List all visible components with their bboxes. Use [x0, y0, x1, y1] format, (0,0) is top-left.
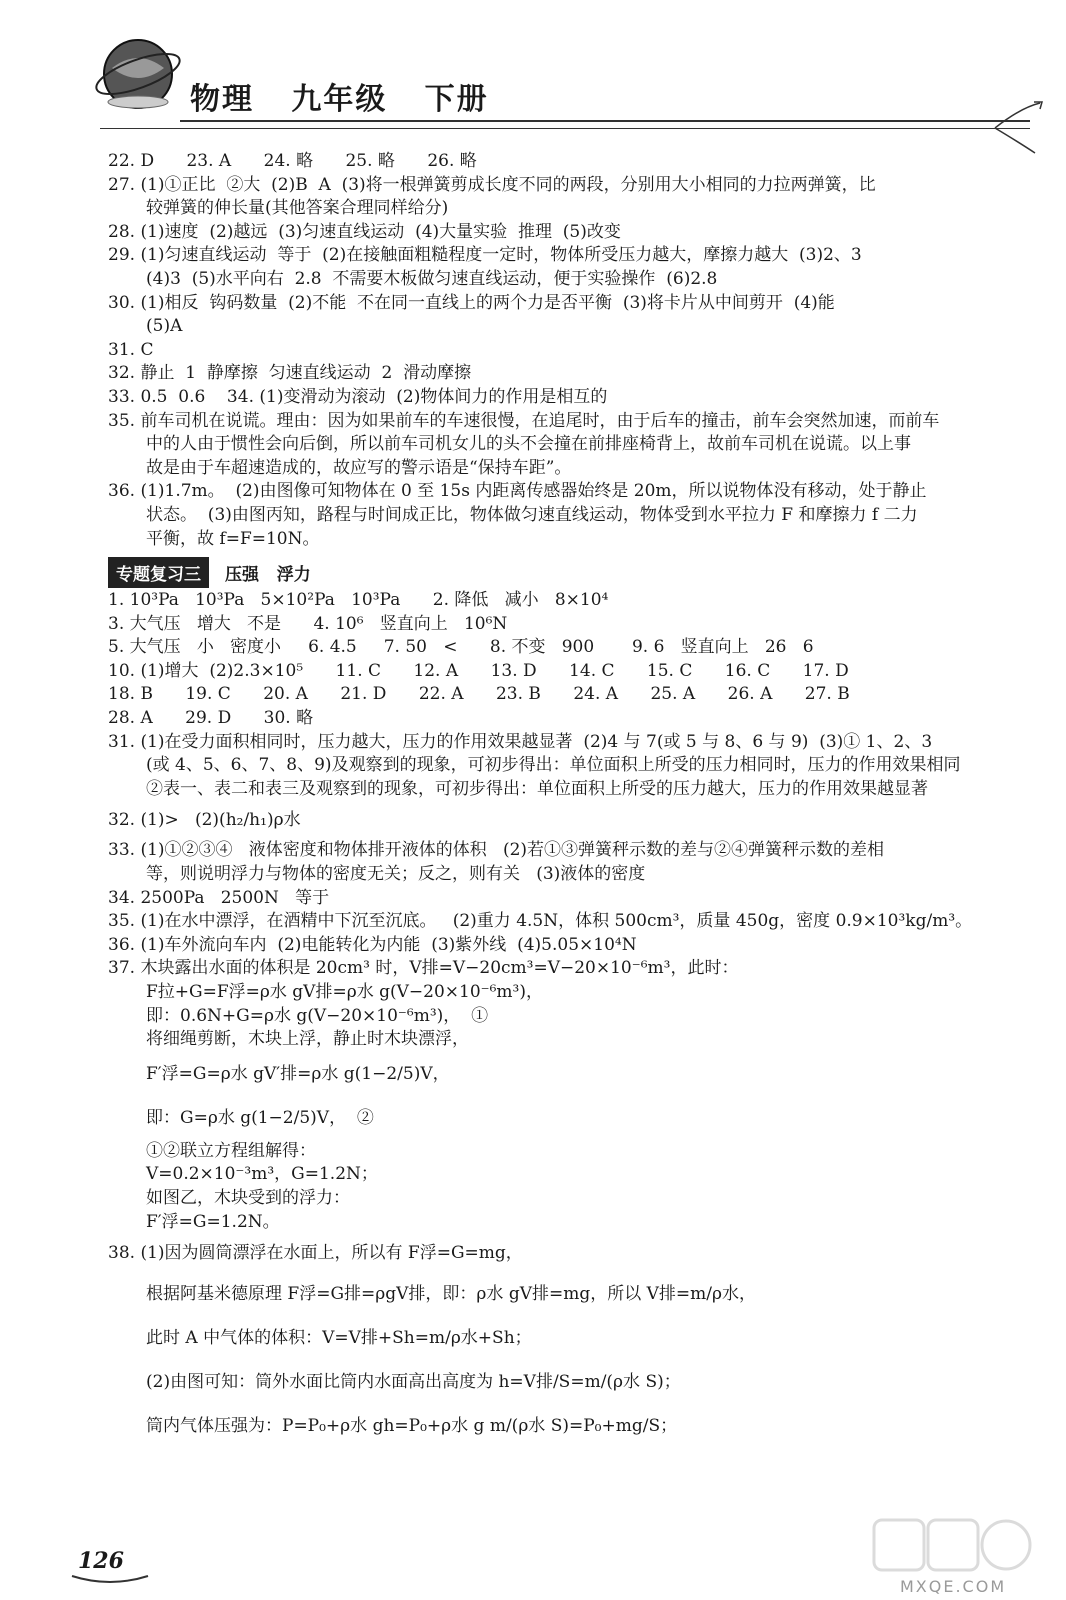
answer-line: 此时 A 中气体的体积：V=V排+Sh=m/ρ水+Sh；	[146, 1328, 532, 1349]
answer-line: 如图乙，木块受到的浮力：	[146, 1187, 350, 1208]
answer-line: (2)由图可知：筒外水面比筒内水面高出高度为 h=V排/S=m/(ρ水 S)；	[146, 1372, 681, 1393]
answer-line: 28. (1)速度 (2)越远 (3)匀速直线运动 (4)大量实验 推理 (5)改变	[108, 221, 621, 242]
answer-line: 3. 大气压 增大 不是 4. 10⁶ 竖直向上 10⁶N	[108, 613, 508, 634]
answer-line: 34. 2500Pa 2500N 等于	[108, 887, 330, 908]
globe-logo-icon	[92, 28, 184, 120]
answer-line: 1. 10³Pa 10³Pa 5×10²Pa 10³Pa 2. 降低 减小 8×10⁴	[108, 590, 609, 611]
answer-line: 等，则说明浮力与物体的密度无关；反之，则有关 (3)液体的密度	[146, 864, 646, 885]
answer-line: 30. (1)相反 钩码数量 (2)不能 不在同一直线上的两个力是否平衡 (3)将卡片从中间剪开 (4)能	[108, 292, 835, 313]
answer-line: 即：0.6N+G=ρ水 g(V−20×10⁻⁶m³)， ①	[146, 1005, 489, 1026]
answer-line: 28. A 29. D 30. 略	[108, 708, 314, 729]
answer-line: F拉+G=F浮=ρ水 gV排=ρ水 g(V−20×10⁻⁶m³)，	[146, 982, 544, 1002]
answer-line: 35. 前车司机在说谎。理由：因为如果前车的车速很慢，在追尾时，由于后车的撞击，前车会突然加速，而前车	[108, 410, 940, 431]
header-rule	[180, 120, 1030, 122]
answer-line: 18. B 19. C 20. A 21. D 22. A 23. B 24. A 25. A 26. A 27. B	[108, 684, 850, 705]
answer-line: 故是由于车超速造成的，故应写的警示语是“保持车距”。	[146, 457, 572, 478]
answer-line: 10. (1)增大 (2)2.3×10⁵ 11. C 12. A 13. D 14. C 15. C 16. C 17. D	[108, 660, 849, 681]
answer-line: V=0.2×10⁻³m³，G=1.2N；	[146, 1164, 378, 1185]
answer-line: (5)A	[146, 316, 183, 337]
watermark-text: MXQE.COM	[900, 1577, 1007, 1596]
answer-line: ①②联立方程组解得：	[146, 1140, 316, 1161]
answer-line: 37. 木块露出水面的体积是 20cm³ 时，V排=V−20cm³=V−20×10⁻⁶m³，此时：	[108, 958, 739, 979]
answer-line: (或 4、5、6、7、8、9)及观察到的现象，可初步得出：单位面积上所受的压力相同时，压力的作用效果相同	[146, 755, 961, 776]
answer-line: 31. C	[108, 339, 154, 360]
answer-line: 27. (1)①正比 ②大 (2)B A (3)将一根弹簧剪成长度不同的两段，分别用大小相同的力拉两弹簧，比	[108, 174, 876, 195]
answer-line: 32. 静止 1 静摩擦 匀速直线运动 2 滑动摩擦	[108, 363, 472, 384]
answer-line: 31. (1)在受力面积相同时，压力越大，压力的作用效果越显著 (2)4 与 7(或 5 与 8、6 与 9) (3)① 1、2、3	[108, 731, 933, 752]
answer-line: 较弹簧的伸长量(其他答案合理同样给分)	[146, 198, 449, 219]
answer-line: 5. 大气压 小 密度小 6. 4.5 7. 50 < 8. 不变 900 9. 6 竖直向上 26 6	[108, 637, 814, 658]
answer-line: 36. (1)1.7m。 (2)由图像可知物体在 0 至 15s 内距离传感器始终是 20m，所以说物体没有移动，处于静止	[108, 481, 927, 502]
answer-line: 36. (1)车外流向车内 (2)电能转化为内能 (3)紫外线 (4)5.05×10⁴N	[108, 934, 637, 955]
answer-content	[108, 150, 1026, 1448]
answer-line: 状态。 (3)由图丙知，路程与时间成正比，物体做匀速直线运动，物体受到水平拉力 F 和摩擦力 f 二力	[146, 504, 918, 525]
answer-line: 即：G=ρ水 g(1−2/5)V， ②	[146, 1107, 374, 1128]
answer-line: F′浮=G=ρ水 gV′排=ρ水 g(1−2/5)V，	[146, 1063, 450, 1084]
answer-line: 35. (1)在水中漂浮，在酒精中下沉至沉底。 (2)重力 4.5N，体积 500cm³，质量 450g，密度 0.9×10³kg/m³。	[108, 911, 973, 932]
answer-line: F′浮=G=1.2N。	[146, 1211, 280, 1232]
page-number-swoosh-icon	[70, 1572, 150, 1588]
section-tag: 专题复习三	[108, 557, 209, 588]
page-header	[0, 0, 1066, 150]
page-number: 126	[78, 1548, 124, 1574]
answer-line: 32. (1)> (2)(h₂/h₁)ρ水	[108, 810, 301, 831]
section-title: 压强 浮力	[225, 564, 311, 585]
answer-line: 33. 0.5 0.6 34. (1)变滑动为滚动 (2)物体间力的作用是相互的	[108, 386, 608, 407]
section-heading	[108, 555, 1026, 589]
header-title: 物理 九年级 下册	[190, 82, 489, 117]
answer-line: 筒内气体压强为：P=P₀+ρ水 gh=P₀+ρ水 g m/(ρ水 S)=P₀+mg/S；	[146, 1416, 678, 1437]
answer-line: (4)3 (5)水平向右 2.8 不需要木板做匀速直线运动，便于实验操作 (6)2.8	[146, 268, 718, 289]
answer-line: 38. (1)因为圆筒漂浮在水面上，所以有 F浮=G=mg，	[108, 1243, 523, 1264]
answer-line: 33. (1)①②③④ 液体密度和物体排开液体的体积 (2)若①③弹簧秤示数的差与②④弹簧秤示数的差相	[108, 840, 885, 861]
answer-line: 29. (1)匀速直线运动 等于 (2)在接触面粗糙程度一定时，物体所受压力越大，摩擦力越大 (3)2、3	[108, 245, 862, 266]
answer-line: 平衡，故 f=F=10N。	[146, 528, 320, 549]
header-rule-thin	[100, 128, 1030, 129]
answer-line: 中的人由于惯性会向后倒，所以前车司机女儿的头不会撞在前排座椅背上，故前车司机在说谎。以上事	[146, 434, 911, 455]
answer-line: 22. D 23. A 24. 略 25. 略 26. 略	[108, 151, 477, 171]
answer-line: 根据阿基米德原理 F浮=G排=ρgV排，即：ρ水 gV排=mg，所以 V排=m/ρ水，	[146, 1284, 756, 1305]
answer-line: 将细绳剪断，木块上浮，静止时木块漂浮，	[146, 1029, 469, 1050]
arrow-decoration-icon	[990, 98, 1050, 158]
answer-line: ②表一、表二和表三及观察到的现象，可初步得出：单位面积上所受的压力越大，压力的作用效果越显著	[146, 778, 928, 799]
